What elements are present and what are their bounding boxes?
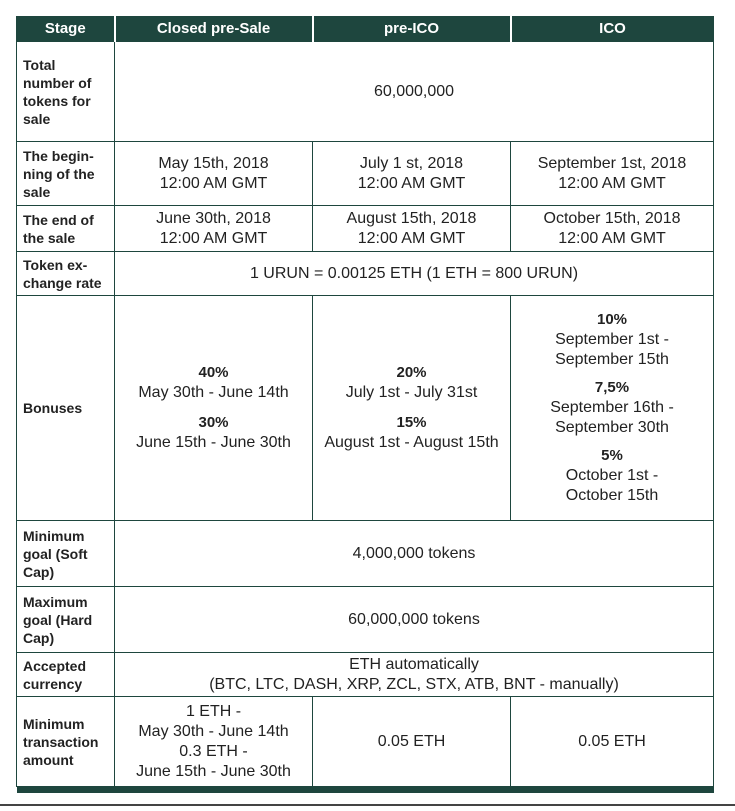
min-tx-closed-2-period: June 15th - June 30th bbox=[136, 762, 291, 780]
label-end: The end of the sale bbox=[17, 206, 115, 252]
row-rate bbox=[17, 252, 714, 296]
beginning-pre-ico-date: July 1 st, 2018 bbox=[359, 154, 464, 172]
bonus-pre-ico-1-pct: 20% bbox=[396, 364, 427, 381]
min-tx-closed-1-amount: 1 ETH - bbox=[185, 702, 242, 720]
bonuses-pre-ico bbox=[313, 296, 511, 521]
bonus-pre-ico-2-pct: 15% bbox=[396, 414, 427, 431]
bonus-closed-1-pct: 40% bbox=[198, 364, 229, 381]
bonus-ico-3-period-start: October 1st - bbox=[565, 467, 659, 484]
row-end bbox=[17, 206, 714, 252]
beginning-ico bbox=[511, 142, 714, 206]
min-tx-pre-ico: 0.05 ETH bbox=[313, 697, 511, 787]
bonus-ico-3-pct: 5% bbox=[601, 447, 623, 464]
bonus-ico-1-pct: 10% bbox=[596, 311, 628, 328]
value-hard-cap: 60,000,000 tokens bbox=[115, 587, 714, 653]
currency-manual: (BTC, LTC, DASH, XRP, ZCL, STX, ATB, BNT - manually) bbox=[209, 675, 619, 693]
header-closed-pre-sale: Closed pre-Sale bbox=[115, 16, 313, 42]
label-total-tokens: Total number of tokens for sale bbox=[17, 42, 115, 142]
bonus-pre-ico-2-period: August 1st - August 15th bbox=[324, 434, 499, 451]
bonus-ico-2-period-end: September 30th bbox=[555, 419, 669, 436]
label-rate: Token ex-change rate bbox=[17, 252, 115, 296]
bonus-ico-1-period-end: September 15th bbox=[555, 351, 669, 368]
row-min-tx bbox=[17, 697, 714, 787]
page-divider bbox=[0, 804, 735, 806]
beginning-closed-time: 12:00 AM GMT bbox=[159, 174, 268, 192]
beginning-ico-time: 12:00 AM GMT bbox=[558, 174, 666, 192]
bonus-pre-ico-1-period: July 1st - July 31st bbox=[345, 384, 478, 401]
currency-auto: ETH automatically bbox=[349, 655, 479, 673]
header-stage: Stage bbox=[17, 16, 115, 42]
label-min-tx: Minimum transaction amount bbox=[17, 697, 115, 787]
label-hard-cap: Maximum goal (Hard Cap) bbox=[17, 587, 115, 653]
bonus-ico-1-period-start: September 1st - bbox=[555, 331, 669, 348]
min-tx-ico: 0.05 ETH bbox=[511, 697, 714, 787]
header-ico: ICO bbox=[511, 16, 714, 42]
header-pre-ico: pre-ICO bbox=[313, 16, 511, 42]
bonus-ico-2-period-start: September 16th - bbox=[550, 399, 674, 416]
header-row bbox=[17, 16, 714, 42]
token-sale-table bbox=[16, 16, 714, 793]
bonus-closed-1-period: May 30th - June 14th bbox=[138, 384, 289, 401]
bonus-closed-2-period: June 15th - June 30th bbox=[136, 434, 291, 451]
label-bonuses: Bonuses bbox=[17, 296, 115, 521]
row-currency bbox=[17, 653, 714, 697]
beginning-pre-ico-time: 12:00 AM GMT bbox=[357, 174, 466, 192]
value-currency bbox=[115, 653, 714, 697]
row-bonuses bbox=[17, 296, 714, 521]
value-total-tokens: 60,000,000 bbox=[115, 42, 714, 142]
row-hard-cap bbox=[17, 587, 714, 653]
end-pre-ico-time: 12:00 AM GMT bbox=[357, 229, 466, 247]
end-ico-date: October 15th, 2018 bbox=[543, 209, 681, 227]
end-closed-date: June 30th, 2018 bbox=[156, 209, 271, 227]
label-beginning: The begin-ning of the sale bbox=[17, 142, 115, 206]
end-closed-time: 12:00 AM GMT bbox=[159, 229, 268, 247]
beginning-closed-date: May 15th, 2018 bbox=[158, 154, 269, 172]
bonus-closed-2-pct: 30% bbox=[198, 414, 229, 431]
bonuses-closed bbox=[115, 296, 313, 521]
end-ico bbox=[511, 206, 714, 252]
bonus-ico-3-period-end: October 15th bbox=[565, 487, 659, 504]
min-tx-closed bbox=[115, 697, 313, 787]
value-rate: 1 URUN = 0.00125 ETH (1 ETH = 800 URUN) bbox=[115, 252, 714, 296]
end-pre-ico-date: August 15th, 2018 bbox=[346, 209, 477, 227]
beginning-ico-date: September 1st, 2018 bbox=[537, 154, 687, 172]
label-currency: Accepted currency bbox=[17, 653, 115, 697]
row-soft-cap bbox=[17, 521, 714, 587]
footer-bar bbox=[17, 787, 714, 794]
end-ico-time: 12:00 AM GMT bbox=[558, 229, 666, 247]
row-total-tokens bbox=[17, 42, 714, 142]
end-closed bbox=[115, 206, 313, 252]
row-beginning bbox=[17, 142, 714, 206]
end-pre-ico bbox=[313, 206, 511, 252]
beginning-pre-ico bbox=[313, 142, 511, 206]
min-tx-closed-2-amount: 0.3 ETH - bbox=[179, 742, 248, 760]
min-tx-closed-1-period: May 30th - June 14th bbox=[138, 722, 289, 740]
bonus-ico-2-pct: 7,5% bbox=[594, 379, 630, 396]
value-soft-cap: 4,000,000 tokens bbox=[115, 521, 714, 587]
label-soft-cap: Minimum goal (Soft Cap) bbox=[17, 521, 115, 587]
bonuses-ico bbox=[511, 296, 714, 521]
beginning-closed bbox=[115, 142, 313, 206]
